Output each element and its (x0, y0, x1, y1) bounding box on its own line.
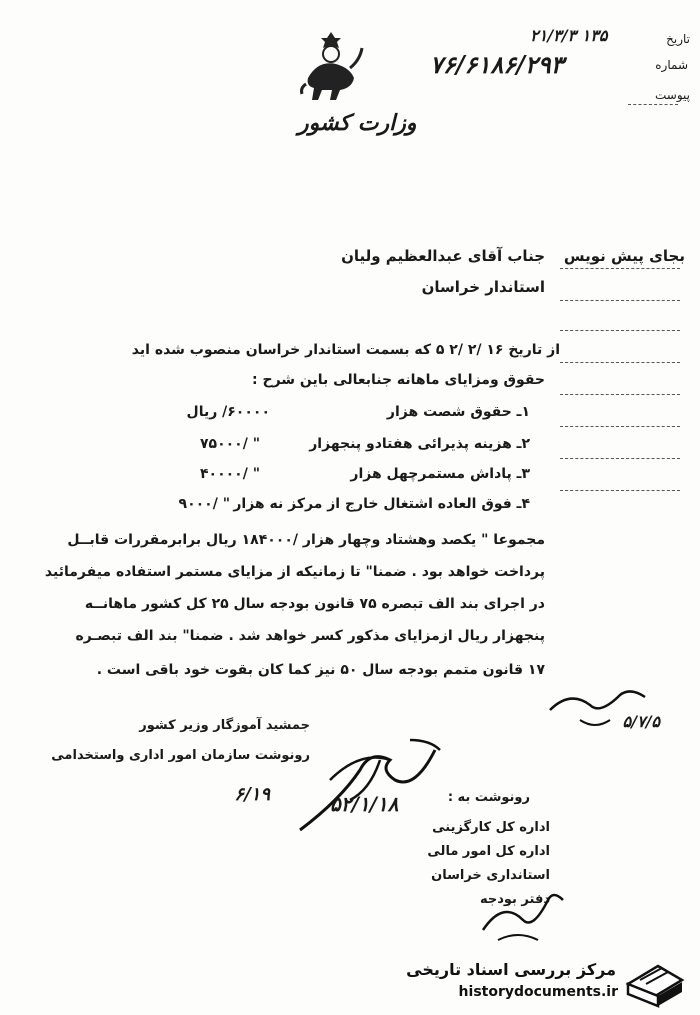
sidebar-line-8 (560, 490, 680, 491)
item-1-amount: ۶۰۰۰۰/ ریال (186, 404, 270, 420)
date-label: تاریخ (666, 32, 690, 46)
attachment-label: پیوست (655, 88, 690, 102)
item-3: ۳ـ پاداش مستمرچهل هزار (350, 466, 530, 482)
secondary-signature (478, 880, 568, 950)
cc-recipient-4: دفتر بودجه (479, 892, 550, 907)
cc-recipient-3: استانداری خراسان (431, 868, 550, 883)
cc-title: رونوشت به : (447, 790, 530, 805)
item-3-amount: ۴۰۰۰۰/ " (199, 466, 260, 482)
item-1: ۱ـ حقوق شصت هزار (386, 404, 530, 420)
number-label: شماره (655, 58, 688, 72)
date-value: ۲۱/۳/۳ ۱۳۵ (530, 26, 608, 45)
draft-label: بجای پیش نویس (563, 247, 685, 265)
footer-org-name: مرکز بررسی اسناد تاریخی (406, 960, 616, 979)
sidebar-line-2 (560, 300, 680, 301)
cc-recipient-1: اداره کل کارگزینی (432, 820, 550, 835)
item-2: ۲ـ هزینه پذیرائی هفتادو پنجهزار (309, 436, 530, 452)
handwritten-note (30, 784, 270, 805)
marginal-initial (540, 680, 650, 740)
addressee-title: استاندار خراسان (421, 278, 545, 296)
attachment-line (628, 104, 678, 105)
intro-line-1: از تاریخ ۱۶ /۲ /۲ ۵ که بسمت استاندار خراسان منصوب شده اید (131, 342, 560, 358)
sidebar-line-3 (560, 330, 680, 331)
handwritten-note-number: ۶/۱۹ (234, 784, 270, 805)
intro-line-2: حقوق ومزایای ماهانه جنابعالی باین شرح : (252, 372, 545, 388)
sidebar-line-6 (560, 426, 680, 427)
body-line-4: پنجهزار ریال ازمزایای مذکور کسر خواهد شد . ضمنا" بند الف تبصـره (75, 628, 545, 644)
item-2-amount: ۷۵۰۰۰/ " (199, 436, 260, 452)
marginal-note: ۵/۷/۵ (622, 712, 660, 731)
item-4-amount: ۹۰۰۰/ " (178, 496, 230, 512)
lion-and-sun-emblem-icon (296, 28, 366, 108)
body-line-2: پرداخت خواهد بود . ضمنا" تا زمانیکه از مزایای مستمر استفاده میفرمائید (44, 564, 545, 580)
footer-url[interactable]: historydocuments.ir (458, 984, 618, 1000)
addressee-name: جناب آقای عبدالعظیم ولیان (341, 247, 545, 265)
cc-line: رونوشت سازمان امور اداری واستخدامی (51, 748, 310, 763)
sidebar-line-1 (560, 268, 680, 269)
item-4: ۴ـ فوق العاده اشتغال خارج از مرکز نه هزار (233, 496, 530, 512)
handwritten-date: ۵۲/۱/۱۸ (330, 792, 399, 816)
signer-name: جمشید آموزگار وزیر کشور (139, 718, 310, 733)
ministry-name: وزارت کشور (298, 110, 417, 136)
body-line-1: مجموعا " یکصد وهشتاد وچهار هزار /۱۸۴۰۰۰ ریال برابرمقررات قابــل (67, 532, 545, 548)
sidebar-line-5 (560, 394, 680, 395)
body-line-3: در اجرای بند الف تبصره ۷۵ قانون بودجه سال ۲۵ کل کشور ماهانــه (84, 596, 545, 612)
body-line-5: ۱۷ قانون متمم بودجه سال ۵۰ نیز کما کان بقوت خود باقی است . (96, 662, 545, 678)
sidebar-line-7 (560, 458, 680, 459)
cc-recipient-2: اداره کل امور مالی (427, 844, 550, 859)
history-documents-logo-icon (622, 958, 688, 1010)
sidebar-line-4 (560, 362, 680, 363)
number-value: ۷۶/۶۱۸۶/۲۹۳ (430, 50, 564, 79)
